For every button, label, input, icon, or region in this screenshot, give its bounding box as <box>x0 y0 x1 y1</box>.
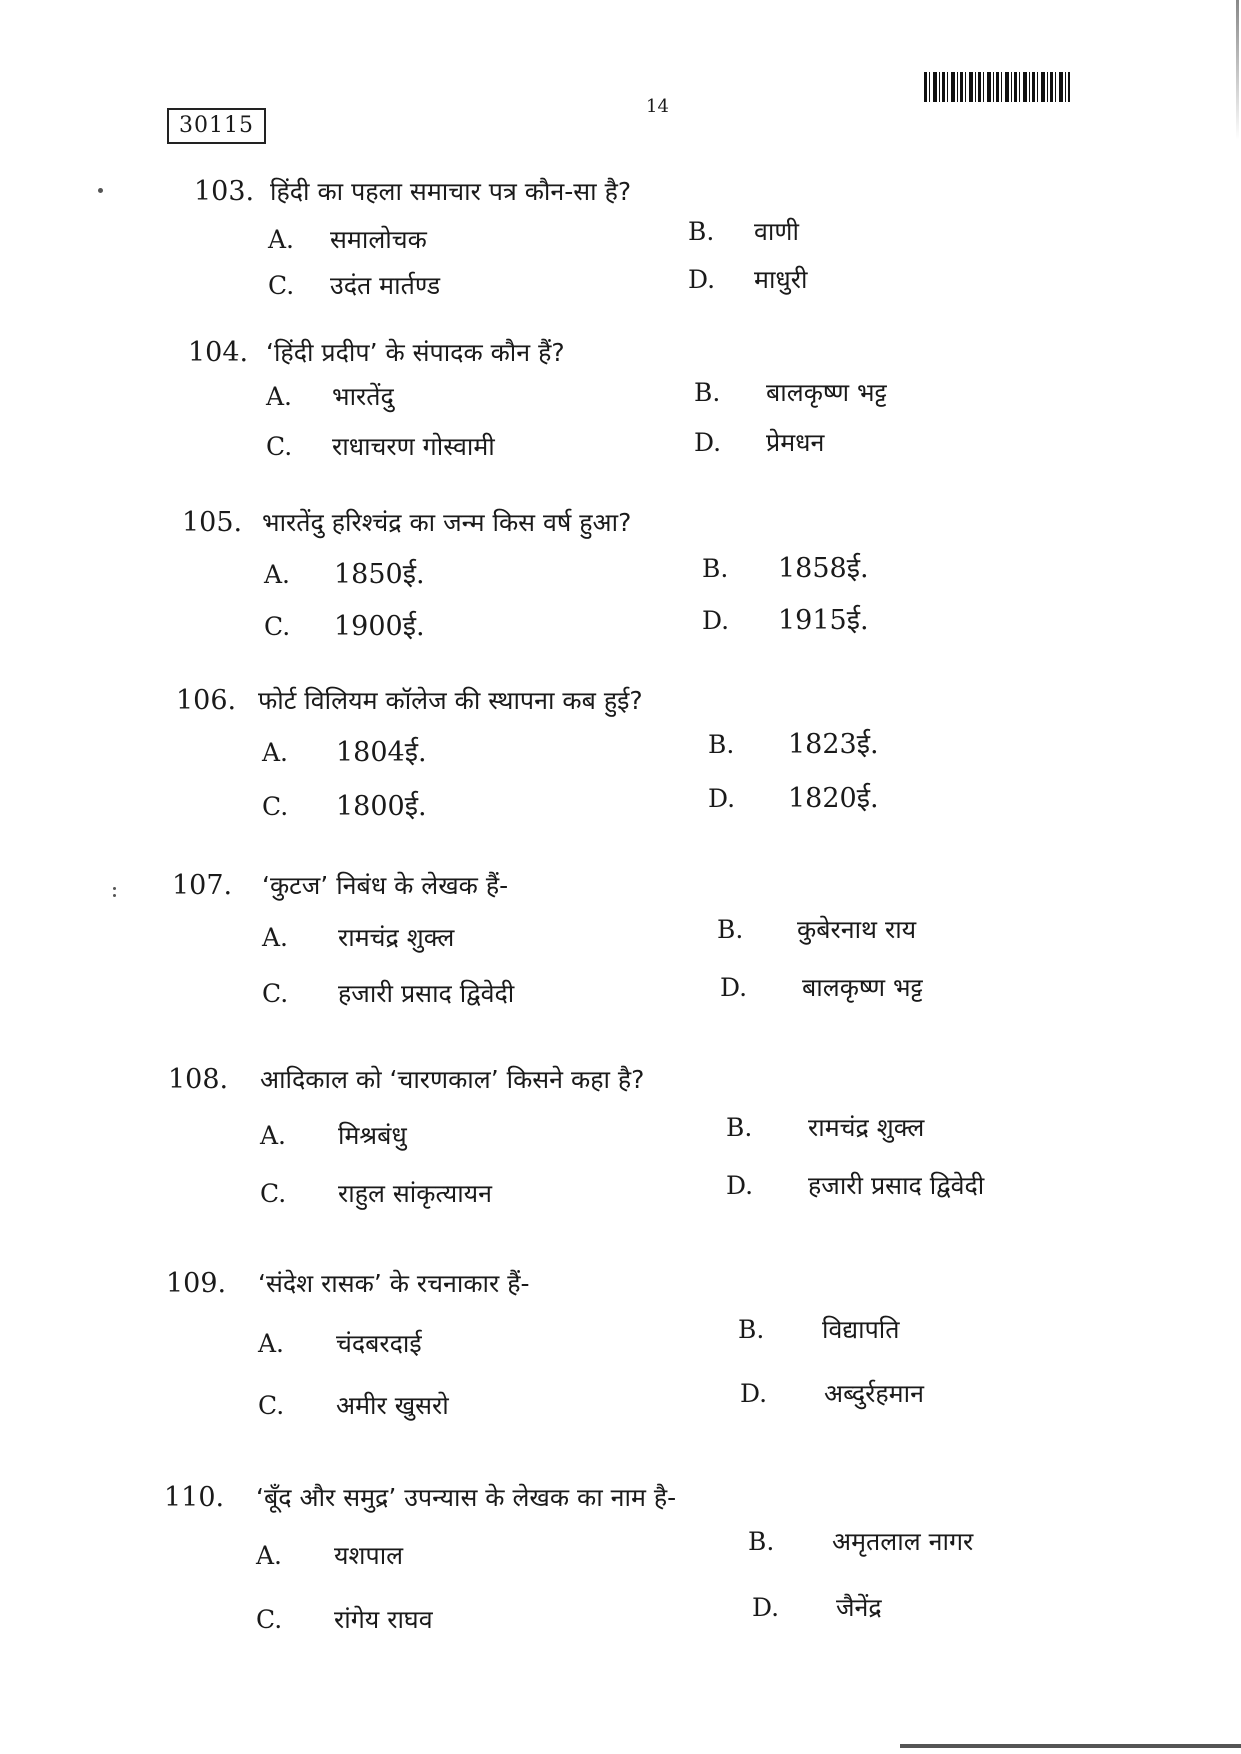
option-b-text: वाणी <box>754 217 799 246</box>
option-c-text: हजारी प्रसाद द्विवेदी <box>338 979 515 1008</box>
option-c-text: उदंत मार्तण्ड <box>330 271 441 300</box>
scan-dot-mark <box>113 894 116 897</box>
barcode-icon <box>924 72 1070 102</box>
question-number: 104. <box>188 337 249 368</box>
option-d-text: जैनेंद्र <box>836 1593 882 1622</box>
question-text: ‘हिंदी प्रदीप’ के संपादक कौन हैं? <box>266 338 565 367</box>
option-d-text: हजारी प्रसाद द्विवेदी <box>808 1171 985 1200</box>
option-d-text: प्रेमधन <box>766 428 825 457</box>
option-b-text: 1858ई. <box>778 553 869 584</box>
option-b-text: 1823ई. <box>788 729 879 760</box>
question-text: ‘बूँद और समुद्र’ उपन्यास के लेखक का नाम है- <box>256 1483 677 1512</box>
question-text: हिंदी का पहला समाचार पत्र कौन-सा है? <box>270 177 632 206</box>
scan-bottom-edge <box>900 1744 1241 1748</box>
option-a-text: समालोचक <box>330 225 427 254</box>
question-number: 103. <box>194 176 255 207</box>
option-b-text: अमृतलाल नागर <box>832 1527 974 1556</box>
option-a-text: मिश्रबंधु <box>338 1121 407 1150</box>
question-number: 108. <box>168 1064 229 1095</box>
option-d-text: बालकृष्ण भट्ट <box>802 973 923 1002</box>
option-b-text: कुबेरनाथ राय <box>797 915 917 944</box>
option-a-text: भारतेंदु <box>332 382 394 411</box>
option-c-text: राधाचरण गोस्वामी <box>332 432 495 461</box>
option-d-text: माधुरी <box>754 265 808 294</box>
option-a-text: 1850ई. <box>334 559 425 590</box>
option-d-text: अब्दुर्रहमान <box>824 1379 924 1408</box>
question-number: 106. <box>176 685 237 716</box>
option-d-text: 1820ई. <box>788 783 879 814</box>
question-text: आदिकाल को ‘चारणकाल’ किसने कहा है? <box>260 1065 645 1094</box>
question-number: 109. <box>166 1268 227 1299</box>
option-a-text: 1804ई. <box>336 737 427 768</box>
scan-dot-mark <box>98 188 103 193</box>
option-a-text: चंदबरदाई <box>336 1329 422 1358</box>
option-c-text: 1900ई. <box>334 611 425 642</box>
option-c-text: अमीर खुसरो <box>336 1391 449 1420</box>
option-b-text: बालकृष्ण भट्ट <box>766 378 887 407</box>
option-c-text: राहुल सांकृत्यायन <box>338 1179 493 1208</box>
question-text: ‘कुटज’ निबंध के लेखक हैं- <box>262 871 509 900</box>
question-number: 107. <box>172 870 233 901</box>
question-text: भारतेंदु हरिश्चंद्र का जन्म किस वर्ष हुआ? <box>262 508 632 537</box>
question-number: 105. <box>182 507 243 538</box>
option-a-text: यशपाल <box>334 1541 404 1570</box>
option-c-text: रांगेय राघव <box>334 1605 433 1634</box>
paper-code-box: 30115 <box>167 108 266 144</box>
option-d-text: 1915ई. <box>778 605 869 636</box>
option-b-text: विद्यापति <box>822 1315 900 1344</box>
question-number: 110. <box>164 1482 225 1513</box>
scan-dot-mark <box>113 887 116 890</box>
option-c-text: 1800ई. <box>336 791 427 822</box>
scan-edge-shadow <box>1236 0 1239 140</box>
question-text: ‘संदेश रासक’ के रचनाकार हैं- <box>258 1269 530 1298</box>
option-b-text: रामचंद्र शुक्ल <box>808 1113 925 1142</box>
question-text: फोर्ट विलियम कॉलेज की स्थापना कब हुई? <box>258 686 643 715</box>
page-number: 14 <box>646 96 669 117</box>
exam-page: 30115 14 103. हिंदी का पहला समाचार पत्र कौन-सा है? A. समालोचक B. वाणी C. उदंत मार्तण्ड D. माधुरी 104. ‘हिंदी प्रदीप’ के संपादक कौन हैं? A. भारतेंदु B. बालकृष्ण भट्ट C. राधाचरण गोस्वामी D. प्रेमधन 105. भारतेंदु हरिश्चंद्र का जन्म किस वर्ष हुआ? A. 1850ई. B. 1858ई. C. 1900ई. D. 1915ई. 106. फोर्ट विलियम कॉलेज की स्थापना कब हुई? A. 1804ई. B. 1823ई. C. 1800ई. D. 1820ई. 107. ‘कुटज’ निबंध के लेखक हैं- A. रामचंद्र शुक्ल B. कुबेरनाथ राय C. हजारी प्रसाद द्विवेदी D. बालकृष्ण भट्ट 108. आदिकाल को ‘चारणकाल’ किसने कहा है? A. मिश्रबंधु B. रामचंद्र शुक्ल C. राहुल सांकृत्यायन D. हजारी प्रसाद द्विवेदी 109. ‘संदेश रासक’ के रचनाकार हैं- A. चंदबरदाई B. विद्यापति C. अमीर खुसरो D. अब्दुर्रहमान 110. ‘बूँद और समुद्र’ उपन्यास के लेखक का नाम है- A. यशपाल B. अमृतलाल नागर C. रांगेय राघव D. जैनेंद्र <box>0 0 1241 1754</box>
option-a-text: रामचंद्र शुक्ल <box>338 923 455 952</box>
